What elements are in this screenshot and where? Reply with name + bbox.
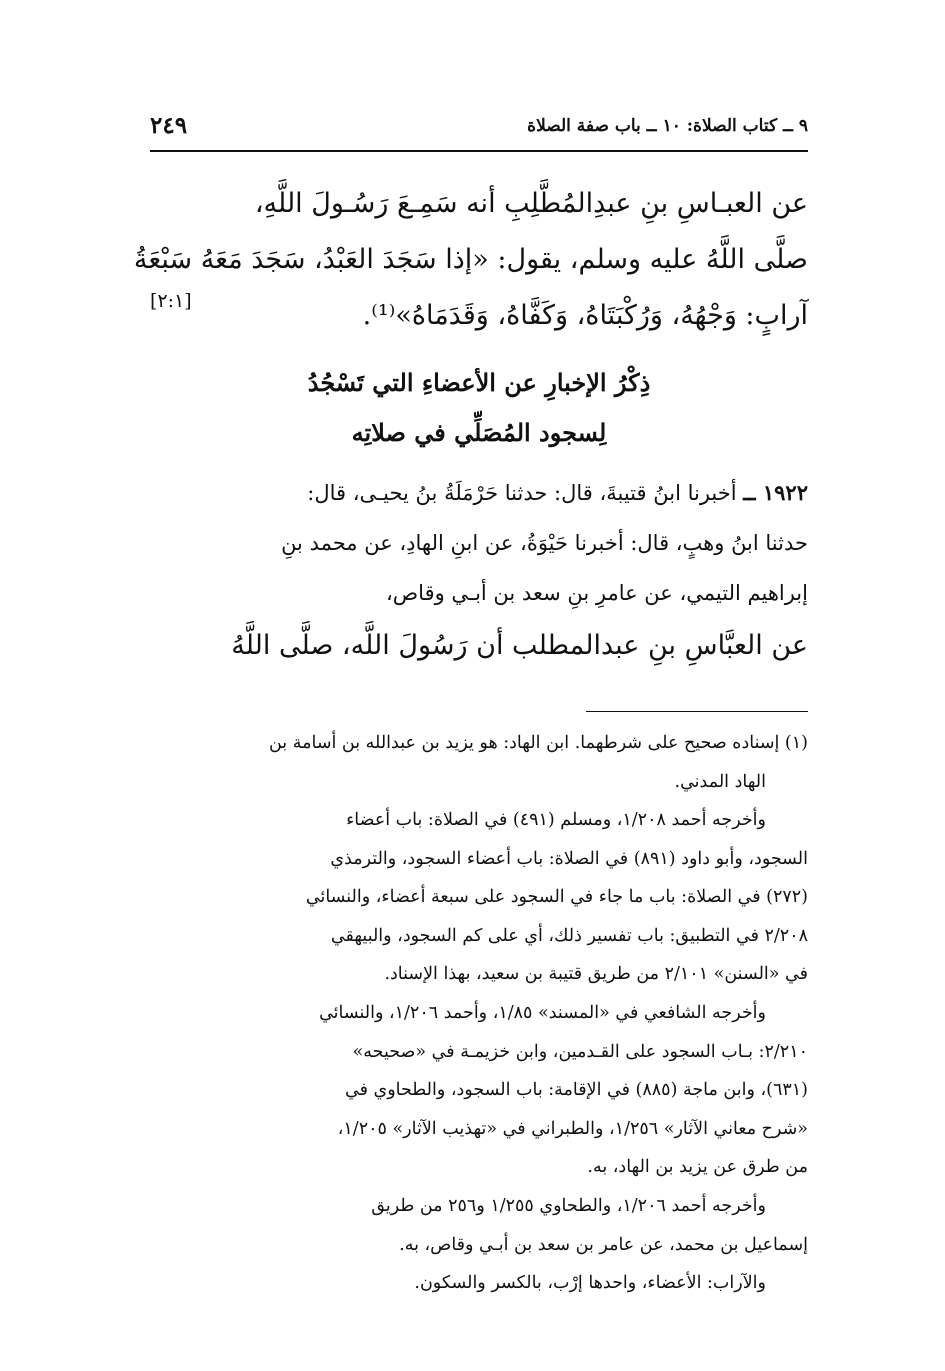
hadith-text-top bbox=[133, 176, 808, 344]
chapter-heading-line-2: لِسجود المُصَلِّي في صلاتِه bbox=[351, 418, 607, 447]
running-title: ٩ ــ كتاب الصلاة: ١٠ ــ باب صفة الصلاة bbox=[527, 116, 808, 136]
footnote-line: وأخرجه الشافعي في «المسند» ١/٨٥، وأحمد ١/٢٠٦، والنسائي bbox=[319, 1003, 766, 1023]
footnote-line: الهاد المدني. bbox=[674, 771, 766, 792]
footnote-line: وأخرجه أحمد ١/٢٠٨، ومسلم (٤٩١) في الصلاة: باب أعضاء bbox=[346, 810, 766, 830]
hadith-line: آرابٍ: وَجْهُهُ، وَرُكْبَتَاهُ، وَكَفَّاهُ، وَقَدَمَاهُ»⁽¹⁾. bbox=[362, 300, 808, 331]
footnote-line: وأخرجه أحمد ١/٢٠٦، والطحاوي ١/٢٥٥ و٢٥٦ من طريق bbox=[371, 1196, 766, 1216]
hadith-number: ١٩٢٢ ــ bbox=[743, 480, 808, 505]
hadith-line: عن العبَّاسِ بنِ عبدالمطلب أن رَسُولَ اللَّه، صلَّى اللَّهُ bbox=[231, 630, 808, 661]
hadith-1922-matn bbox=[150, 618, 808, 674]
footnote-para-3 bbox=[150, 994, 808, 1187]
hadith-line: عن العبـاسِ بنِ عبدِالمُطَّلِبِ أنه سَمِـعَ رَسُـولَ اللَّهِ، bbox=[254, 188, 808, 219]
footnote-line: «شرح معاني الآثار» ١/٢٥٦، والطبراني في «تهذيب الآثار» ١/٢٠٥، bbox=[337, 1118, 808, 1139]
footnote-line: ٢/٢١٠: بـاب السجود على القـدمين، وابن خزيمـة في «صحيحه» bbox=[352, 1041, 808, 1062]
isnad-line: حدثنا ابنُ وهبٍ، قال: أخبرنا حَيْوَةُ، عن ابنِ الهادِ، عن محمد بنِ bbox=[281, 531, 808, 555]
footnote-line: (٢٧٢) في الصلاة: باب ما جاء في السجود على سبعة أعضاء، والنسائي bbox=[305, 887, 808, 907]
chapter-heading-line-1: ذِكْرُ الإخبارِ عن الأعضاءِ التي تَسْجُدُ bbox=[307, 368, 651, 397]
footnote-line: إسماعيل بن محمد، عن عامر بن سعد بن أبـي وقاص، به. bbox=[399, 1234, 808, 1255]
footnote-para-2 bbox=[150, 801, 808, 994]
footnote-line: ٢/٢٠٨ في التطبيق: باب تفسير ذلك، أي على كم السجود، والبيهقي bbox=[330, 925, 808, 946]
hadith-1922-isnad bbox=[150, 468, 808, 618]
footnote-para-5 bbox=[150, 1264, 808, 1303]
footnote-line: والآراب: الأعضاء، واحدها إرْب، بالكسر والسكون. bbox=[414, 1273, 766, 1293]
hadith-line: صلَّى اللَّهُ عليه وسلم، يقول: «إذا سَجَدَ العَبْدُ، سَجَدَ مَعَهُ سَبْعَةُ bbox=[133, 244, 808, 275]
running-header bbox=[150, 112, 808, 146]
isnad-line: إبراهيم التيمي، عن عامرِ بنِ سعد بن أبـي وقاص، bbox=[386, 581, 808, 605]
footnote-1 bbox=[150, 724, 808, 801]
footnote-rule bbox=[586, 711, 808, 712]
footnote-line: السجود، وأبو داود (٨٩١) في الصلاة: باب أعضاء السجود، والترمذي bbox=[330, 848, 808, 869]
footnote-line: في «السنن» ٢/١٠١ من طريق قتيبة بن سعيد، بهذا الإسناد. bbox=[384, 964, 808, 984]
footnote-para-4 bbox=[150, 1187, 808, 1264]
isnad-line: ١٩٢٢ ــ أخبرنا ابنُ قتيبةَ، قال: حدثنا حَرْمَلَةُ بنُ يحيـى، قال: bbox=[307, 480, 808, 505]
footnote-line: من طرق عن يزيد بن الهاد، به. bbox=[587, 1157, 808, 1177]
footnote-line: (٦٣١)، وابن ماجة (٨٨٥) في الإقامة: باب السجود، والطحاوي في bbox=[345, 1080, 808, 1100]
page-number: ٢٤٩ bbox=[150, 112, 188, 139]
header-rule bbox=[150, 150, 808, 152]
hadith-reference: [٢:١] bbox=[150, 290, 192, 312]
footnote-line: (١) إسناده صحيح على شرطهما. ابن الهاد: هو يزيد بن عبدالله بن أسامة بن bbox=[268, 733, 808, 753]
